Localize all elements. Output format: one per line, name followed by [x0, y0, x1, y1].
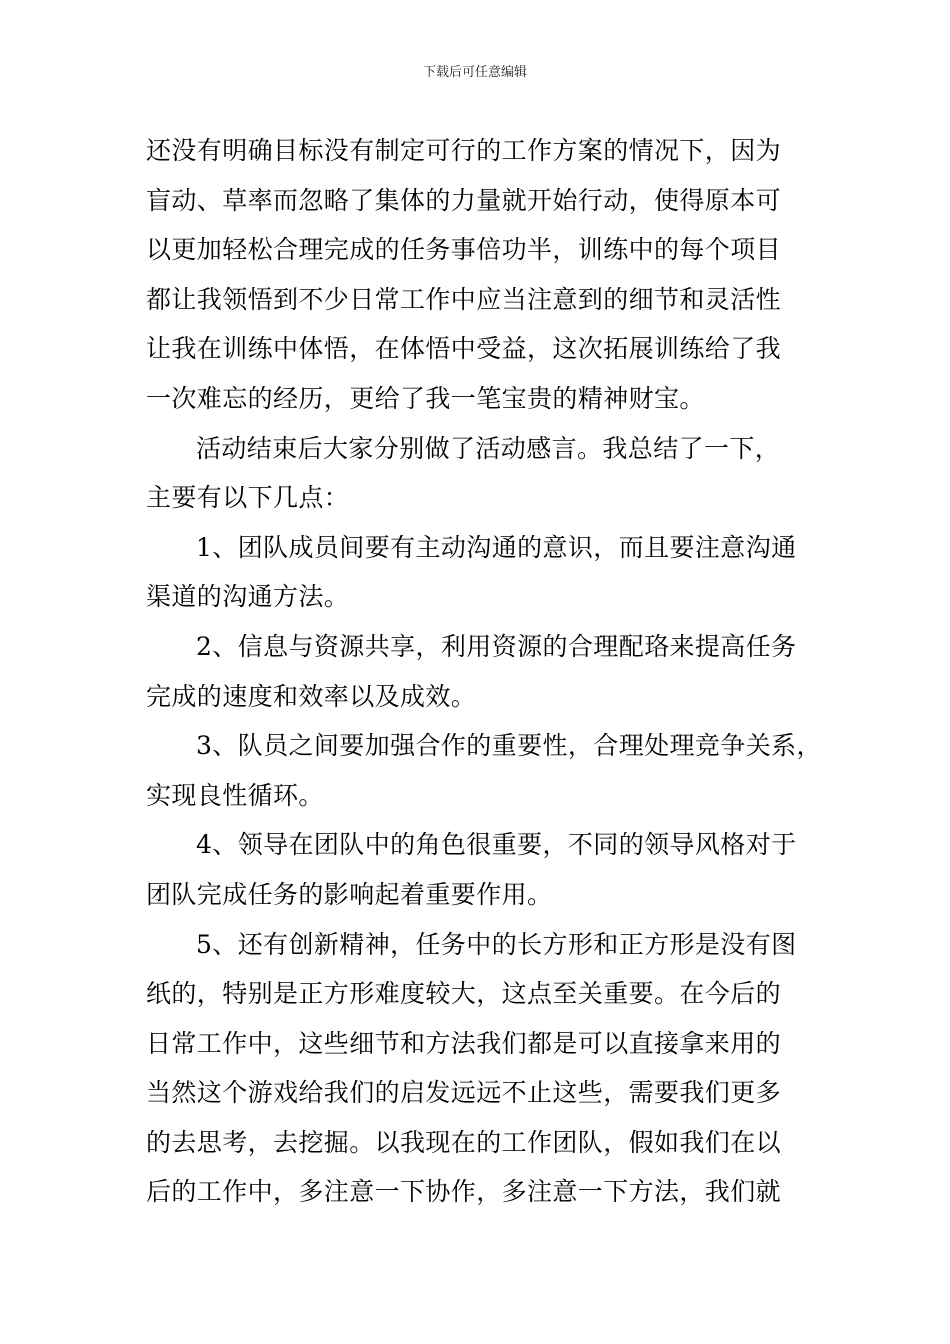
text-line: 日常工作中，这些细节和方法我们都是可以直接拿来用的 — [146, 1028, 782, 1058]
text-line: 还没有明确目标没有制定可行的工作方案的情况下，因为 — [146, 136, 782, 165]
text-line: 4、领导在团队中的角色很重要，不同的领导风格对于 — [196, 830, 797, 860]
text-line: 团队完成任务的影响起着重要作用。 — [146, 879, 553, 909]
text-line: 盲动、草率而忽略了集体的力量就开始行动，使得原本可 — [146, 185, 782, 215]
text-line: 5、还有创新精神，任务中的长方形和正方形是没有图 — [196, 929, 797, 959]
text-line: 活动结束后大家分别做了活动感言。我总结了一下， — [196, 433, 781, 463]
text-line: 主要有以下几点： — [146, 483, 350, 513]
text-line: 让我在训练中体悟，在体悟中受益，这次拓展训练给了我 — [146, 334, 782, 364]
text-line: 后的工作中，多注意一下协作，多注意一下方法，我们就 — [146, 1177, 782, 1207]
text-line: 一次难忘的经历，更给了我一笔宝贵的精神财宝。 — [146, 383, 705, 413]
text-line: 的去思考，去挖掘。以我现在的工作团队，假如我们在以 — [146, 1127, 782, 1157]
text-line: 纸的，特别是正方形难度较大，这点至关重要。在今后的 — [146, 979, 782, 1009]
document-body — [146, 126, 822, 1217]
text-line: 完成的速度和效率以及成效。 — [146, 681, 477, 711]
text-line: 以更加轻松合理完成的任务事倍功半，训练中的每个项目 — [146, 235, 782, 265]
page-header: 下载后可任意编辑 — [422, 65, 527, 80]
text-line: 1、团队成员间要有主动沟通的意识，而且要注意沟通 — [196, 532, 797, 562]
text-line: 当然这个游戏给我们的启发远远不止这些，需要我们更多 — [146, 1078, 782, 1108]
text-line: 渠道的沟通方法。 — [146, 582, 350, 612]
text-line: 3、队员之间要加强合作的重要性，合理处理竞争关系， — [196, 731, 822, 761]
text-line: 都让我领悟到不少日常工作中应当注意到的细节和灵活性 — [146, 284, 782, 314]
text-line: 2、信息与资源共享，利用资源的合理配珞来提高任务 — [196, 631, 797, 661]
text-line: 实现良性循环。 — [146, 780, 324, 810]
